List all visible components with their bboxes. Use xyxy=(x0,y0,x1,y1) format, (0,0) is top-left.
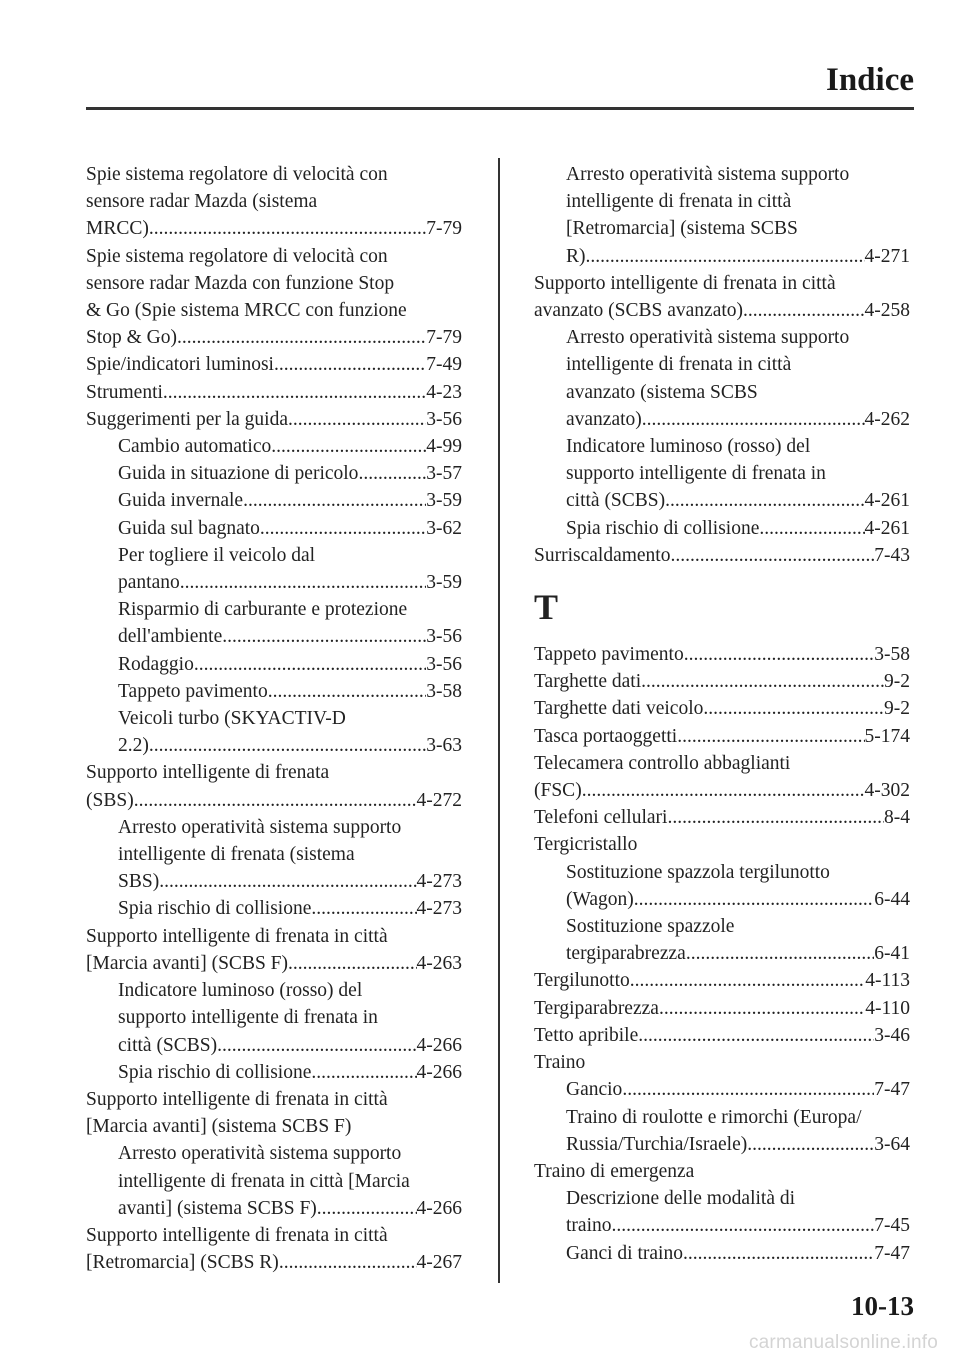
entry-leader-line xyxy=(86,787,462,814)
dot-leader xyxy=(683,1240,874,1267)
entry-term: (FSC) xyxy=(534,780,582,802)
entry-text-line: sensore radar Mazda (sistema xyxy=(86,191,318,213)
dot-leader xyxy=(271,433,426,460)
header-rule xyxy=(86,107,914,110)
page-reference: 4-262 xyxy=(864,408,910,430)
page-reference: 4-267 xyxy=(416,1252,462,1274)
entry-text-line: supporto intelligente di frenata in xyxy=(118,1007,378,1029)
column-divider xyxy=(498,158,500,1283)
entry-leader-line xyxy=(86,1249,462,1276)
dot-leader xyxy=(217,1032,416,1059)
dot-leader xyxy=(149,732,426,759)
entry-term: SBS) xyxy=(118,871,160,893)
entry-term: Targhette dati xyxy=(534,671,642,693)
dot-leader xyxy=(134,787,417,814)
index-entry xyxy=(534,1022,910,1049)
entry-term: Tergilunotto xyxy=(534,970,630,992)
dot-leader xyxy=(177,324,426,351)
entry-term: Guida invernale xyxy=(118,490,244,512)
page-reference: 4-266 xyxy=(416,1197,462,1219)
entry-term: Surriscaldamento xyxy=(534,544,671,566)
dot-leader xyxy=(311,895,416,922)
index-subentry xyxy=(86,515,462,542)
dot-leader xyxy=(159,868,416,895)
page-reference: 5-174 xyxy=(864,725,910,747)
index-entry xyxy=(534,967,910,994)
page-reference: 3-58 xyxy=(426,680,462,702)
index-entry xyxy=(86,406,462,433)
dot-leader xyxy=(622,1076,874,1103)
dot-leader xyxy=(686,940,874,967)
page-reference: 4-113 xyxy=(865,970,910,992)
entry-term: Cambio automatico xyxy=(118,436,272,458)
dot-leader xyxy=(288,406,426,433)
entry-leader-line xyxy=(566,886,910,913)
entry-leader-line xyxy=(534,297,910,324)
entry-leader-line xyxy=(118,569,462,596)
page-reference: 8-4 xyxy=(884,807,910,829)
entry-leader-line xyxy=(86,950,462,977)
entry-leader-line xyxy=(118,678,462,705)
entry-term: R) xyxy=(566,245,586,267)
entry-term: Gancio xyxy=(566,1079,623,1101)
page-reference: 4-266 xyxy=(416,1034,462,1056)
entry-leader-line xyxy=(86,324,462,351)
watermark: carmanualsonline.info xyxy=(748,1332,938,1353)
entry-leader-line xyxy=(118,460,462,487)
dot-leader xyxy=(684,641,875,668)
index-subentry xyxy=(534,433,910,515)
entry-text-line: Tergicristallo xyxy=(534,834,638,856)
page-reference: 4-271 xyxy=(864,245,910,267)
entry-term: Stop & Go) xyxy=(86,327,178,349)
page-reference: 3-58 xyxy=(874,644,910,666)
index-column-left xyxy=(86,161,462,1276)
page-reference: 3-56 xyxy=(426,408,462,430)
page-reference: 3-56 xyxy=(426,626,462,648)
entry-text-line: Veicoli turbo (SKYACTIV-D xyxy=(118,708,346,730)
entry-leader-line xyxy=(118,1032,462,1059)
entry-leader-line xyxy=(566,1131,910,1158)
page-reference: 6-41 xyxy=(874,943,910,965)
index-subentry xyxy=(86,1140,462,1222)
entry-leader-line xyxy=(534,695,910,722)
dot-leader xyxy=(670,542,874,569)
index-subentry xyxy=(86,542,462,596)
dot-leader xyxy=(163,379,426,406)
page-title: Indice xyxy=(825,62,914,98)
page-reference: 3-59 xyxy=(426,572,462,594)
entry-leader-line xyxy=(566,243,910,270)
dot-leader xyxy=(677,723,864,750)
entry-leader-line xyxy=(566,1240,910,1267)
entry-term: avanzato (SCBS avanzato) xyxy=(534,300,744,322)
dot-leader xyxy=(268,678,427,705)
entry-term: Guida in situazione di pericolo xyxy=(118,463,359,485)
entry-text-line: Traino di emergenza xyxy=(534,1160,695,1182)
dot-leader xyxy=(747,1131,874,1158)
entry-text-line: Supporto intelligente di frenata in città xyxy=(86,1088,388,1110)
entry-term: Strumenti xyxy=(86,381,163,403)
index-entry xyxy=(534,668,910,695)
dot-leader xyxy=(194,651,426,678)
entry-text-line: Indicatore luminoso (rosso) del xyxy=(118,980,363,1002)
entry-term: traino xyxy=(566,1215,612,1237)
page-reference: 4-99 xyxy=(426,436,462,458)
page-reference: 9-2 xyxy=(884,698,910,720)
entry-leader-line xyxy=(534,668,910,695)
page-reference: 7-79 xyxy=(426,218,462,240)
entry-leader-line xyxy=(118,487,462,514)
index-entry xyxy=(534,641,910,668)
entry-text-line: Supporto intelligente di frenata xyxy=(86,762,330,784)
entry-text-line: Sostituzione spazzola tergilunotto xyxy=(566,861,830,883)
index-entry xyxy=(534,542,910,569)
index-subentry xyxy=(86,814,462,896)
entry-term: Tappeto pavimento xyxy=(534,644,684,666)
dot-leader xyxy=(611,1212,874,1239)
entry-leader-line xyxy=(566,406,910,433)
dot-leader xyxy=(586,243,865,270)
entry-term: [Marcia avanti] (SCBS F) xyxy=(86,952,289,974)
dot-leader xyxy=(582,777,865,804)
index-subentry xyxy=(86,1059,462,1086)
dot-leader xyxy=(243,487,426,514)
entry-leader-line xyxy=(566,515,910,542)
dot-leader xyxy=(222,623,426,650)
index-entry xyxy=(534,1158,910,1185)
entry-text-line: Spie sistema regolatore di velocità con xyxy=(86,245,388,267)
entry-term: Spia rischio di collisione xyxy=(118,1061,312,1083)
index-entry xyxy=(534,270,910,324)
index-entry xyxy=(86,1086,462,1140)
entry-text-line: [Marcia avanti] (sistema SCBS F) xyxy=(86,1116,352,1138)
entry-leader-line xyxy=(86,379,462,406)
entry-leader-line xyxy=(534,777,910,804)
entry-leader-line xyxy=(118,651,462,678)
entry-term: Tergiparabrezza xyxy=(534,997,659,1019)
entry-term: Spia rischio di collisione xyxy=(118,898,312,920)
index-group-s-continued xyxy=(534,161,910,569)
entry-text-line: intelligente di frenata (sistema xyxy=(118,844,355,866)
index-subentry xyxy=(86,460,462,487)
dot-leader xyxy=(667,804,884,831)
entry-term: pantano xyxy=(118,572,180,594)
entry-text-line: [Retromarcia] (sistema SCBS xyxy=(566,218,798,240)
entry-text-line: Per togliere il veicolo dal xyxy=(118,544,316,566)
index-entry xyxy=(534,995,910,1022)
entry-term: [Retromarcia] (SCBS R) xyxy=(86,1252,279,1274)
entry-leader-line xyxy=(86,215,462,242)
entry-term: Rodaggio xyxy=(118,653,194,675)
page-reference: 7-43 xyxy=(874,544,910,566)
dot-leader xyxy=(311,1059,416,1086)
page-reference: 4-302 xyxy=(864,780,910,802)
page-reference: 4-110 xyxy=(865,997,910,1019)
page-reference: 7-49 xyxy=(426,354,462,376)
dot-leader xyxy=(665,487,864,514)
dot-leader xyxy=(149,215,426,242)
entry-text-line: Traino xyxy=(534,1052,586,1074)
entry-term: Telefoni cellulari xyxy=(534,807,668,829)
entry-term: MRCC) xyxy=(86,218,149,240)
entry-term: città (SCBS) xyxy=(118,1034,218,1056)
page-reference: 4-273 xyxy=(416,871,462,893)
entry-leader-line xyxy=(534,723,910,750)
entry-term: dell'ambiente xyxy=(118,626,223,648)
index-subentry xyxy=(86,705,462,759)
entry-term: avanzato) xyxy=(566,408,642,430)
page-reference: 3-46 xyxy=(874,1024,910,1046)
dot-leader xyxy=(317,1195,417,1222)
index-subentry xyxy=(86,895,462,922)
entry-term: Ganci di traino xyxy=(566,1242,683,1264)
entry-text-line: Spie sistema regolatore di velocità con xyxy=(86,164,388,185)
entry-leader-line xyxy=(534,542,910,569)
entry-text-line: Supporto intelligente di frenata in città xyxy=(86,1224,388,1246)
entry-term: avanti] (sistema SCBS F) xyxy=(118,1197,317,1219)
index-column-right xyxy=(534,161,910,1267)
page-reference: 6-44 xyxy=(874,888,910,910)
index-subentry xyxy=(86,596,462,650)
dot-leader xyxy=(638,1022,874,1049)
dot-leader xyxy=(630,967,865,994)
entry-term: Russia/Turchia/Israele) xyxy=(566,1133,748,1155)
page-reference: 3-64 xyxy=(874,1133,910,1155)
entry-term: Spie/indicatori luminosi xyxy=(86,354,274,376)
entry-leader-line xyxy=(566,940,910,967)
dot-leader xyxy=(274,351,426,378)
entry-term: città (SCBS) xyxy=(566,490,666,512)
dot-leader xyxy=(358,460,426,487)
index-entry xyxy=(86,161,462,243)
page-reference: 3-63 xyxy=(426,735,462,757)
page-reference: 7-79 xyxy=(426,327,462,349)
dot-leader xyxy=(260,515,426,542)
entry-leader-line xyxy=(118,868,462,895)
index-entry xyxy=(534,695,910,722)
entry-leader-line xyxy=(118,895,462,922)
index-subentry xyxy=(534,1185,910,1239)
entry-term: Targhette dati veicolo xyxy=(534,698,704,720)
index-subentry xyxy=(534,1240,910,1267)
entry-leader-line xyxy=(534,1022,910,1049)
index-subentry xyxy=(534,859,910,913)
page-reference: 4-261 xyxy=(864,517,910,539)
index-subentry xyxy=(86,487,462,514)
entry-term: (Wagon) xyxy=(566,888,634,910)
entry-text-line: Risparmio di carburante e protezione xyxy=(118,599,408,621)
page-reference: 4-266 xyxy=(416,1061,462,1083)
page-reference: 4-263 xyxy=(416,952,462,974)
entry-text-line: supporto intelligente di frenata in xyxy=(566,463,826,485)
index-entry xyxy=(534,750,910,804)
entry-text-line: Arresto operatività sistema supporto xyxy=(566,327,850,349)
entry-term: 2.2) xyxy=(118,735,149,757)
entry-text-line: Sostituzione spazzole xyxy=(566,916,735,938)
index-entry xyxy=(534,1049,910,1076)
entry-leader-line xyxy=(566,487,910,514)
dot-leader xyxy=(703,695,884,722)
entry-term: (SBS) xyxy=(86,789,134,811)
entry-leader-line xyxy=(118,1195,462,1222)
page-reference: 3-62 xyxy=(426,517,462,539)
dot-leader xyxy=(288,950,416,977)
entry-term: Suggerimenti per la guida xyxy=(86,408,288,430)
page-reference: 3-56 xyxy=(426,653,462,675)
index-entry xyxy=(534,723,910,750)
entry-text-line: intelligente di frenata in città xyxy=(566,191,792,213)
index-subentry xyxy=(534,913,910,967)
entry-leader-line xyxy=(118,515,462,542)
index-entry xyxy=(534,831,910,858)
entry-term: Tetto apribile xyxy=(534,1024,639,1046)
index-subentry xyxy=(534,324,910,433)
entry-leader-line xyxy=(118,732,462,759)
page-number: 10-13 xyxy=(851,1291,914,1321)
dot-leader xyxy=(634,886,875,913)
entry-leader-line xyxy=(534,995,910,1022)
index-entry xyxy=(86,351,462,378)
entry-leader-line xyxy=(86,351,462,378)
index-subentry xyxy=(86,977,462,1059)
index-entry xyxy=(86,379,462,406)
entry-leader-line xyxy=(118,623,462,650)
index-subentry xyxy=(534,161,910,270)
page-reference: 7-45 xyxy=(874,1215,910,1237)
page-reference: 4-273 xyxy=(416,898,462,920)
entry-text-line: Supporto intelligente di frenata in città xyxy=(86,925,388,947)
dot-leader xyxy=(180,569,427,596)
section-letter-heading: T xyxy=(534,587,559,628)
dot-leader xyxy=(659,995,865,1022)
entry-text-line: avanzato (sistema SCBS xyxy=(566,381,758,403)
index-group-t xyxy=(534,641,910,1267)
entry-leader-line xyxy=(566,1212,910,1239)
entry-term: Spia rischio di collisione xyxy=(566,517,760,539)
page-reference: 7-47 xyxy=(874,1242,910,1264)
page-reference: 7-47 xyxy=(874,1079,910,1101)
page-reference: 4-258 xyxy=(864,300,910,322)
entry-text-line: Descrizione delle modalità di xyxy=(566,1188,796,1210)
dot-leader xyxy=(641,668,884,695)
page-reference: 3-59 xyxy=(426,490,462,512)
index-subentry xyxy=(86,651,462,678)
entry-text-line: Traino di roulotte e rimorchi (Europa/ xyxy=(566,1106,862,1128)
entry-leader-line xyxy=(534,641,910,668)
index-entry xyxy=(86,759,462,813)
index-subentry xyxy=(534,515,910,542)
entry-leader-line xyxy=(566,1076,910,1103)
page-reference: 4-261 xyxy=(864,490,910,512)
dot-leader xyxy=(759,515,864,542)
index-subentry xyxy=(534,1104,910,1158)
entry-text-line: intelligente di frenata in città xyxy=(566,354,792,376)
entry-text-line: Arresto operatività sistema supporto xyxy=(118,816,402,838)
index-entry xyxy=(86,243,462,352)
entry-text-line: Arresto operatività sistema supporto xyxy=(566,164,850,185)
entry-term: Tasca portaoggetti xyxy=(534,725,678,747)
page-reference: 4-272 xyxy=(416,789,462,811)
entry-leader-line xyxy=(534,804,910,831)
page-reference: 4-23 xyxy=(426,381,462,403)
index-entry xyxy=(86,923,462,977)
entry-term: Guida sul bagnato xyxy=(118,517,260,539)
index-entry xyxy=(534,804,910,831)
entry-term: tergiparabrezza xyxy=(566,943,686,965)
dot-leader xyxy=(743,297,864,324)
dot-leader xyxy=(642,406,865,433)
entry-text-line: Telecamera controllo abbaglianti xyxy=(534,752,791,774)
index-subentry xyxy=(534,1076,910,1103)
entry-leader-line xyxy=(118,433,462,460)
entry-term: Tappeto pavimento xyxy=(118,680,268,702)
entry-leader-line xyxy=(534,967,910,994)
index-subentry xyxy=(86,678,462,705)
entry-text-line: intelligente di frenata in città [Marcia xyxy=(118,1170,410,1192)
dot-leader xyxy=(279,1249,417,1276)
entry-text-line: Arresto operatività sistema supporto xyxy=(118,1143,402,1165)
page-reference: 9-2 xyxy=(884,671,910,693)
entry-text-line: Supporto intelligente di frenata in città xyxy=(534,272,836,294)
entry-text-line: sensore radar Mazda con funzione Stop xyxy=(86,272,395,294)
entry-text-line: Indicatore luminoso (rosso) del xyxy=(566,436,811,458)
index-subentry xyxy=(86,433,462,460)
entry-leader-line xyxy=(118,1059,462,1086)
entry-leader-line xyxy=(86,406,462,433)
entry-text-line: & Go (Spie sistema MRCC con funzione xyxy=(86,300,407,322)
index-entry xyxy=(86,1222,462,1276)
page-reference: 3-57 xyxy=(426,463,462,485)
